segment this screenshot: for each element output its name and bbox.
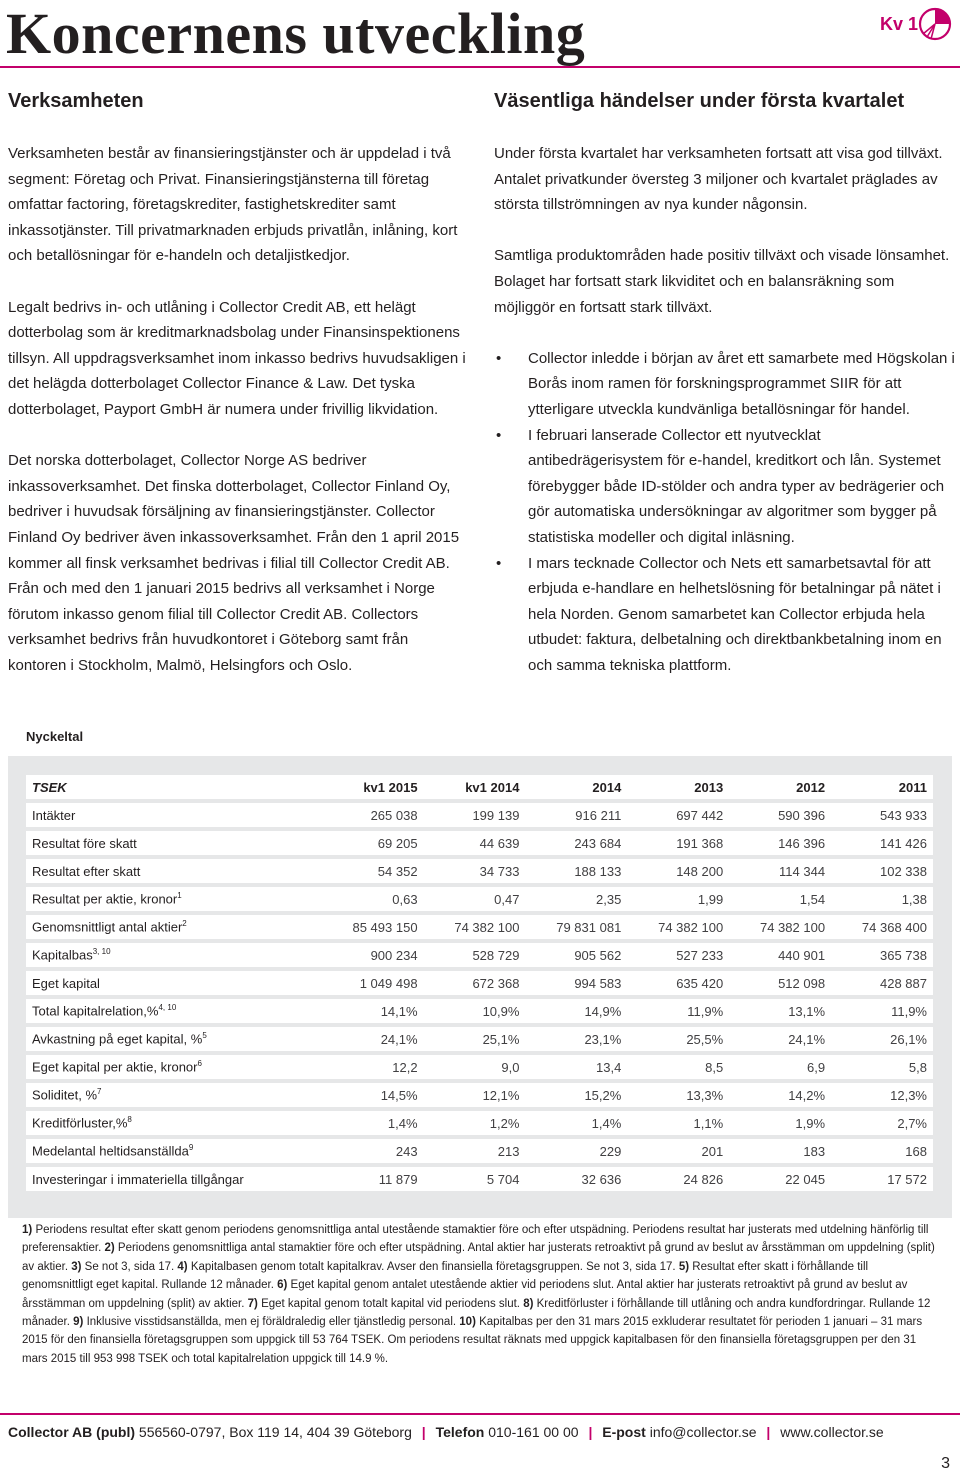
table-cell: 54 352: [322, 859, 424, 883]
phone-label: Telefon: [435, 1424, 485, 1440]
table-cell: 900 234: [322, 943, 424, 967]
table-cell: 22 045: [729, 1167, 831, 1191]
table-cell: 201: [627, 1139, 729, 1163]
footnote-text: Eget kapital genom antalet utestående aktier vid periodens slut. Antal aktier har justerats retroaktivt på grund av beslut av årsstämman om uppdelning (split) av aktier.: [22, 1279, 908, 1310]
table-cell: 11,9%: [627, 999, 729, 1023]
table-cell: 1,2%: [424, 1111, 526, 1135]
footnote-ref: 8: [127, 1115, 132, 1125]
table-cell: 34 733: [424, 859, 526, 883]
table-cell: 527 233: [627, 943, 729, 967]
column-header: 2011: [831, 775, 933, 799]
table-cell: 8,5: [627, 1055, 729, 1079]
table-cell: 11,9%: [831, 999, 933, 1023]
row-label: Investeringar i immateriella tillgångar: [26, 1167, 322, 1191]
table-cell: 191 368: [627, 831, 729, 855]
row-label: Medelantal heltidsanställda$^9$: [26, 1139, 322, 1163]
table-cell: 24,1%: [322, 1027, 424, 1051]
right-heading: Väsentliga händelser under första kvartalet: [494, 90, 905, 112]
table-cell: 1,54: [729, 887, 831, 911]
footnote-number: 6): [277, 1279, 288, 1292]
row-label: Kapitalbas$^{3, 10}$: [26, 943, 322, 967]
table-row: [26, 1055, 933, 1079]
footnote-text: Kreditförluster i förhållande till utlåning och andra kundfordringar. Rullande 12 månader.: [22, 1297, 931, 1329]
email-link[interactable]: info@collector.se: [649, 1424, 757, 1440]
table-cell: 25,5%: [627, 1027, 729, 1051]
table-body: [26, 799, 933, 1191]
table-cell: 5,8: [831, 1055, 933, 1079]
footnote-text: Resultat efter skatt i förhållande till genomsnittligt eget kapital. Rullande 12 månader.: [22, 1260, 869, 1292]
table-cell: 1,38: [831, 887, 933, 911]
footnote-text: Periodens genomsnittliga antal stamaktier före och efter utspädning. Antal aktier har justerats retroaktivt på grund av beslut av årsstämman om uppdelning (split) av aktier.: [22, 1242, 935, 1273]
nyckeltal-table: [26, 775, 933, 1191]
right-paragraph-2: Samtliga produktområden hade positiv tillväxt och visade lönsamhet. Bolaget har fortsatt stark likviditet och en balansräkning som möjliggör en fortsatt stark tillväxt.: [494, 247, 950, 316]
table-cell: 74 382 100: [424, 915, 526, 939]
table-cell: 243: [322, 1139, 424, 1163]
table-cell: 12,3%: [831, 1083, 933, 1107]
pie-chart-icon: [917, 6, 953, 42]
table-cell: 85 493 150: [322, 915, 424, 939]
list-item: • Collector inledde i början av året ett samarbete med Högskolan i Borås inom ramen för forskningsprogrammet SIIR för att ytterligare utveckla kundvänliga betallösningar för handel.: [494, 346, 956, 423]
column-header: 2014: [525, 775, 627, 799]
footer-rule: [0, 1413, 960, 1415]
table-cell: 13,4: [525, 1055, 627, 1079]
footnote-ref: 6: [197, 1059, 202, 1069]
right-paragraph-1: Under första kvartalet har verksamheten fortsatt att visa god tillväxt. Antalet privatkunder översteg 3 miljoner och kvartalet präglades av största tillströmningen av nya kunder någonsin.: [494, 145, 943, 214]
table-cell: 1,9%: [729, 1111, 831, 1135]
row-label: Total kapitalrelation,%$^{4, 10}$: [26, 999, 322, 1023]
table-cell: 0,63: [322, 887, 424, 911]
table-cell: 9,0: [424, 1055, 526, 1079]
table-cell: 543 933: [831, 803, 933, 827]
row-label: Eget kapital: [26, 971, 322, 995]
footnote-text: Kapitalbasen genom totalt kapitalkrav. Avser den finansiella företagsgruppen. Se not 3, sida 17.: [190, 1260, 676, 1273]
table-cell: 24,1%: [729, 1027, 831, 1051]
table-cell: 188 133: [525, 859, 627, 883]
table-cell: 74 368 400: [831, 915, 933, 939]
list-item: • I mars tecknade Collector och Nets ett samarbetsavtal för att erbjuda e-handlare en helhetslösning för betalningar på nätet i hela Norden. Genom samarbetet kan Collector erbjuda hela utbudet: faktura, delbetalning och direktbankbetalning inom en och samma tekniska plattform.: [494, 551, 956, 679]
footnote-ref: 7: [97, 1087, 102, 1097]
table-cell: 13,3%: [627, 1083, 729, 1107]
header-rule: [0, 66, 960, 68]
company-name: Collector AB (publ): [8, 1424, 136, 1440]
table-cell: 213: [424, 1139, 526, 1163]
footnote-text: Periodens resultat efter skatt genom periodens genomsnittliga antal utestående stamaktier före och efter utspädning. Periodens resultat har justerats med utdelning hänförlig till preferensaktier.: [22, 1224, 929, 1255]
table-cell: 14,9%: [525, 999, 627, 1023]
table-cell: 25,1%: [424, 1027, 526, 1051]
table-cell: 26,1%: [831, 1027, 933, 1051]
row-label: Resultat före skatt: [26, 831, 322, 855]
column-header: TSEK: [26, 775, 322, 799]
footnote-number: 7): [247, 1297, 258, 1310]
footnote-number: 3): [71, 1260, 82, 1273]
page-title: Koncernens utveckling: [6, 1, 586, 66]
table-row: [26, 971, 933, 995]
table-cell: 24 826: [627, 1167, 729, 1191]
footnotes: [22, 1221, 937, 1368]
table-cell: 141 426: [831, 831, 933, 855]
table-cell: 10,9%: [424, 999, 526, 1023]
table-row: [26, 803, 933, 827]
left-paragraph-3: Det norska dotterbolaget, Collector Norge AS bedriver inkassoverksamhet. Det finska dotterbolaget, Collector Finland Oy, bedriver i huvudsak försäljning av finansieringstjänster. Collector Finland Oy bedriver även inkassoverksamhet. Från den 1 april 2015 kommer all finsk verksamhet bedrivas i filial till Collector Credit AB. Från och med den 1 januari 2015 bedrivs all verksamhet i Norge förutom inkasso genom filial till Collector Credit AB. Collectors verksamhet bedrivs från huvudkontoret i Göteborg samt från kontoren i Stockholm, Malmö, Helsingfors och Oslo.: [8, 452, 460, 674]
footnote-number: 9): [73, 1316, 84, 1329]
table-cell: 1 049 498: [322, 971, 424, 995]
table-cell: 74 382 100: [729, 915, 831, 939]
column-header: 2012: [729, 775, 831, 799]
table-cell: 13,1%: [729, 999, 831, 1023]
right-column: [494, 141, 956, 678]
table-cell: 6,9: [729, 1055, 831, 1079]
table-row: [26, 1111, 933, 1135]
table-cell: 14,5%: [322, 1083, 424, 1107]
table-cell: 905 562: [525, 943, 627, 967]
table-cell: 672 368: [424, 971, 526, 995]
footnote-text: Se not 3, sida 17.: [84, 1260, 175, 1273]
table-cell: 183: [729, 1139, 831, 1163]
table-cell: 2,35: [525, 887, 627, 911]
table-cell: 994 583: [525, 971, 627, 995]
table-cell: 428 887: [831, 971, 933, 995]
quarter-badge: Kv 1: [880, 14, 919, 34]
left-paragraph-2: Legalt bedrivs in- och utlåning i Collector Credit AB, ett helägt dotterbolag som är kreditmarknadsbolag under Finansinspektionens tillsyn. All uppdragsverksamhet inom inkasso bedrivs huvudsakligen i det helägda dotterbolaget Collector Finance & Law. Det tyska dotterbolaget, Payport GmbH är numera under frivillig likvidation.: [8, 298, 466, 418]
table-cell: 590 396: [729, 803, 831, 827]
nyckeltal-title: Nyckeltal: [26, 729, 84, 744]
table-cell: 0,47: [424, 887, 526, 911]
row-label: Avkastning på eget kapital, %$^5$: [26, 1027, 322, 1051]
footnote-ref: 5: [202, 1031, 207, 1041]
footnote-number: 2): [104, 1242, 115, 1255]
table-cell: 5 704: [424, 1167, 526, 1191]
table-cell: 528 729: [424, 943, 526, 967]
table-cell: 265 038: [322, 803, 424, 827]
footnote-ref: 4, 10: [158, 1003, 177, 1013]
row-label: Resultat efter skatt: [26, 859, 322, 883]
table-row: [26, 943, 933, 967]
table-cell: 199 139: [424, 803, 526, 827]
table-cell: 512 098: [729, 971, 831, 995]
left-paragraph-1: Verksamheten består av finansieringstjänster och är uppdelad i två segment: Företag och Privat. Finansieringstjänsterna till företag omfattar factoring, företagskrediter, fastighetskrediter samt inkassotjänster. Till privatmarknaden erbjuds privatlån, inlåning, kort och betallösningar för e-handeln och detaljistkedjor.: [8, 145, 458, 265]
footnote-number: 8): [523, 1297, 534, 1310]
table-cell: 1,4%: [322, 1111, 424, 1135]
table-cell: 14,2%: [729, 1083, 831, 1107]
table-cell: 1,99: [627, 887, 729, 911]
table-row: [26, 1027, 933, 1051]
row-label: Soliditet, %$^7$: [26, 1083, 322, 1107]
table-cell: 697 442: [627, 803, 729, 827]
table-cell: 74 382 100: [627, 915, 729, 939]
table-cell: 148 200: [627, 859, 729, 883]
table-cell: 12,1%: [424, 1083, 526, 1107]
list-item: • I februari lanserade Collector ett nyutvecklat antibedrägerisystem för e-handel, kreditkort och lån. Systemet förebygger både ID-stölder och andra typer av bedrägerier och gör automatiska undersökningar av algoritmer som bygger på statistiska modeller och digital inläsning.: [494, 423, 956, 551]
footnote-ref: 3, 10: [92, 947, 111, 957]
table-cell: 440 901: [729, 943, 831, 967]
footnote-number: 4): [177, 1260, 188, 1273]
row-label: Eget kapital per aktie, kronor$^6$: [26, 1055, 322, 1079]
table-cell: 79 831 081: [525, 915, 627, 939]
footnote-number: 5): [678, 1260, 690, 1273]
table-cell: 11 879: [322, 1167, 424, 1191]
table-cell: 168: [831, 1139, 933, 1163]
column-header: 2013: [627, 775, 729, 799]
row-label: Resultat per aktie, kronor$^1$: [26, 887, 322, 911]
table-cell: 146 396: [729, 831, 831, 855]
table-cell: 15,2%: [525, 1083, 627, 1107]
left-heading: Verksamheten: [8, 90, 144, 112]
footnote-text: Kapitalbas per den 31 mars 2015 exkluderar resultatet för perioden 1 januari – 31 mars 2015 för den finansiella företagsgruppen som uppgick till 53 764 TSEK. Om periodens resultat räknats med uppgick kapitalbasen för den finansiella företagsgruppen per den 31 mars 2015 till 953 998 TSEK och total kapitalrelation uppgick till 14.9 %.: [22, 1316, 923, 1365]
table-row: [26, 915, 933, 939]
table-cell: 23,1%: [525, 1027, 627, 1051]
table-cell: 2,7%: [831, 1111, 933, 1135]
website-link[interactable]: www.collector.se: [780, 1424, 884, 1440]
table-cell: 69 205: [322, 831, 424, 855]
events-list: [494, 346, 956, 679]
table-cell: 44 639: [424, 831, 526, 855]
table-cell: 17 572: [831, 1167, 933, 1191]
phone-number: 010-161 00 00: [488, 1424, 579, 1440]
table-cell: 14,1%: [322, 999, 424, 1023]
footnote-number: 10): [459, 1316, 476, 1329]
row-label: Genomsnittligt antal aktier$^2$: [26, 915, 322, 939]
column-header: kv1 2015: [322, 775, 424, 799]
table-cell: 1,4%: [525, 1111, 627, 1135]
column-header: kv1 2014: [424, 775, 526, 799]
footnote-text: Eget kapital genom totalt kapital vid periodens slut.: [261, 1297, 520, 1310]
table-row: [26, 999, 933, 1023]
company-detail: 556560-0797, Box 119 14, 404 39 Göteborg: [138, 1424, 412, 1440]
table-row: [26, 1139, 933, 1163]
page-number: 3: [941, 1455, 950, 1472]
footer: Collector AB (publ) 556560-0797, Box 119 14, 404 39 Göteborg | Telefon 010-161 00 00 | E-post info@collector.se | www.collector.se: [8, 1424, 884, 1440]
footnote-ref: 2: [182, 919, 187, 929]
table-cell: 916 211: [525, 803, 627, 827]
footnote-ref: 1: [177, 891, 182, 901]
table-row: [26, 1083, 933, 1107]
table-cell: 114 344: [729, 859, 831, 883]
row-label: Intäkter: [26, 803, 322, 827]
footnote-ref: 9: [188, 1143, 194, 1153]
table-cell: 229: [525, 1139, 627, 1163]
table-row: [26, 831, 933, 855]
footnote-text: Inklusive visstidsanställda, men ej föräldraledig eller tjänstledig personal.: [86, 1316, 457, 1329]
table-row: [26, 1167, 933, 1191]
table-cell: 365 738: [831, 943, 933, 967]
table-cell: 635 420: [627, 971, 729, 995]
row-label: Kreditförluster,%$^8$: [26, 1111, 322, 1135]
table-cell: 1,1%: [627, 1111, 729, 1135]
email-label: E-post: [602, 1424, 646, 1440]
footnote-number: 1): [22, 1224, 33, 1236]
table-header-row: [26, 775, 933, 799]
table-cell: 32 636: [525, 1167, 627, 1191]
table-row: [26, 859, 933, 883]
left-column: [8, 141, 468, 704]
table-cell: 102 338: [831, 859, 933, 883]
table-row: [26, 887, 933, 911]
table-cell: 243 684: [525, 831, 627, 855]
table-cell: 12,2: [322, 1055, 424, 1079]
